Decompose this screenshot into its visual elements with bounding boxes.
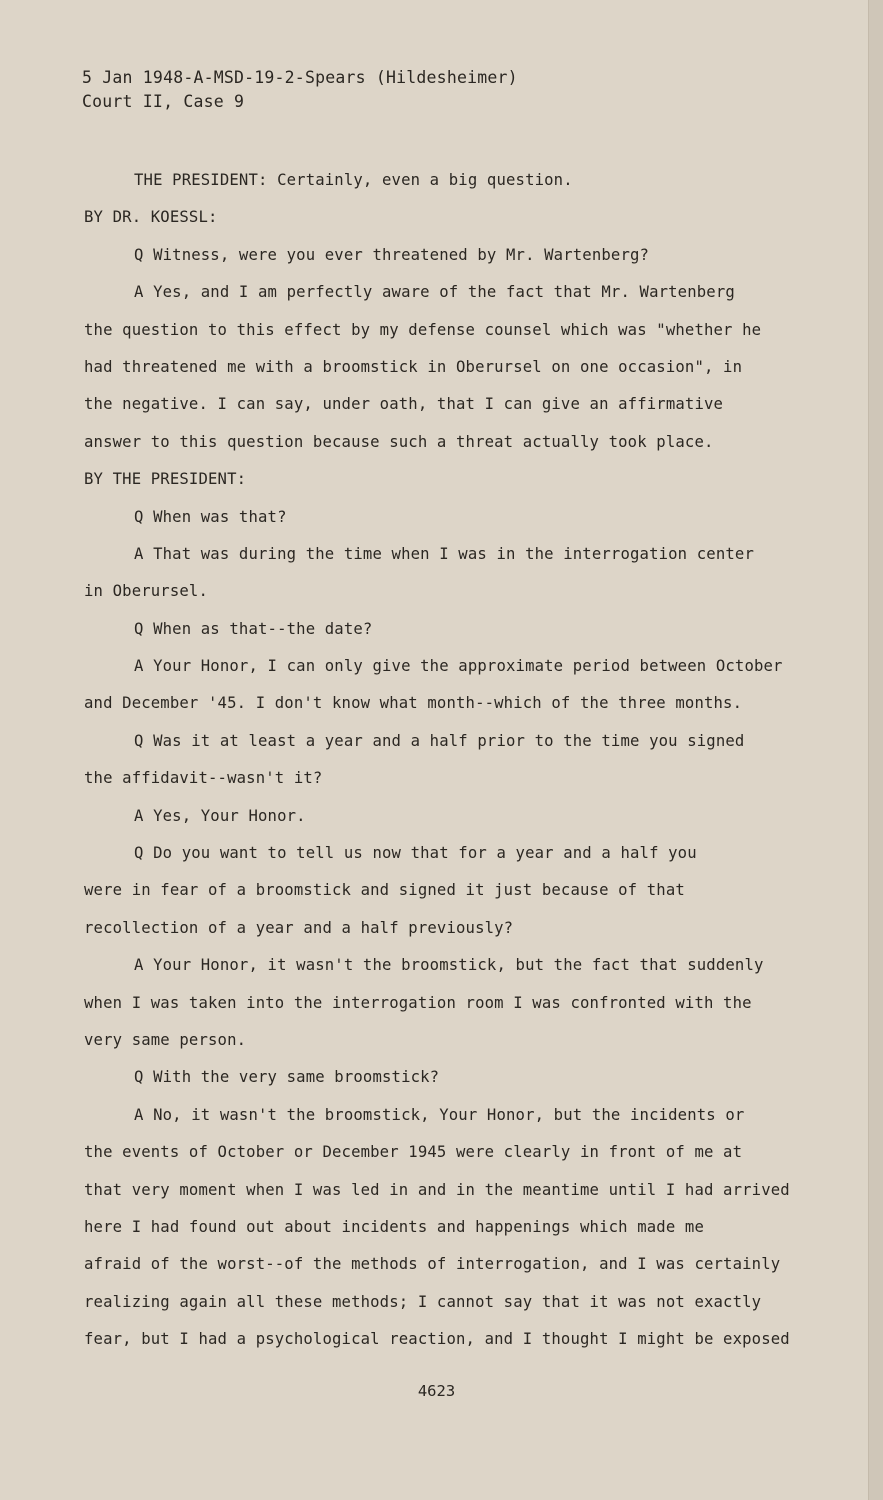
transcript-line: A Your Honor, it wasn't the broomstick, but the fact that suddenly	[134, 956, 764, 975]
transcript-line: Q With the very same broomstick?	[134, 1068, 440, 1087]
header-line-2: Court II, Case 9	[82, 92, 245, 111]
header-line-1: 5 Jan 1948-A-MSD-19-2-Spears (Hildesheimer)	[82, 68, 518, 87]
transcript-line: the negative. I can say, under oath, that I can give an affirmative	[84, 395, 724, 414]
transcript-line: very same person.	[84, 1030, 247, 1049]
transcript-line: Q Do you want to tell us now that for a year and a half you	[134, 844, 697, 863]
transcript-line: Q When was that?	[134, 507, 287, 526]
transcript-line: had threatened me with a broomstick in Oberursel on one occasion", in	[84, 357, 743, 376]
page-edge	[868, 0, 883, 1500]
transcript-line: the question to this effect by my defense counsel which was "whether he	[84, 320, 762, 339]
transcript-line: Q Was it at least a year and a half prior to the time you signed	[134, 731, 745, 750]
document-header	[82, 66, 518, 114]
transcript-line: Q When as that--the date?	[134, 619, 373, 638]
transcript-line: and December '45. I don't know what month--which of the three months.	[84, 694, 743, 713]
transcript-line: THE PRESIDENT: Certainly, even a big question.	[134, 171, 573, 189]
transcript-line: the events of October or December 1945 were clearly in front of me at	[84, 1143, 743, 1162]
transcript-line: here I had found out about incidents and happenings which made me	[84, 1217, 704, 1236]
transcript-line: BY DR. KOESSL:	[84, 208, 218, 227]
transcript-line: A Yes, Your Honor.	[134, 806, 306, 825]
transcript-line: realizing again all these methods; I cannot say that it was not exactly	[84, 1292, 762, 1311]
transcript-line: A No, it wasn't the broomstick, Your Honor, but the incidents or	[134, 1105, 745, 1124]
page-number: 4623	[417, 1382, 456, 1400]
transcript-line: BY THE PRESIDENT:	[84, 470, 247, 489]
transcript-line: the affidavit--wasn't it?	[84, 769, 323, 788]
transcript-line: A Yes, and I am perfectly aware of the fact that Mr. Wartenberg	[134, 283, 735, 302]
transcript-line: that very moment when I was led in and in the meantime until I had arrived	[84, 1180, 790, 1199]
transcript-line: A That was during the time when I was in the interrogation center	[134, 544, 754, 563]
transcript-line: afraid of the worst--of the methods of interrogation, and I was certainly	[84, 1255, 781, 1274]
transcript-line: fear, but I had a psychological reaction, and I thought I might be exposed	[84, 1330, 790, 1349]
transcript-line: Q Witness, were you ever threatened by Mr. Wartenberg?	[134, 245, 650, 264]
transcript-body	[84, 162, 844, 1359]
transcript-line: were in fear of a broomstick and signed it just because of that	[84, 881, 685, 900]
transcript-line: when I was taken into the interrogation room I was confronted with the	[84, 993, 752, 1012]
transcript-line: recollection of a year and a half previously?	[84, 918, 514, 937]
transcript-line: A Your Honor, I can only give the approximate period between October	[134, 657, 783, 676]
transcript-line: in Oberursel.	[84, 582, 208, 601]
transcript-line: answer to this question because such a threat actually took place.	[84, 432, 714, 451]
